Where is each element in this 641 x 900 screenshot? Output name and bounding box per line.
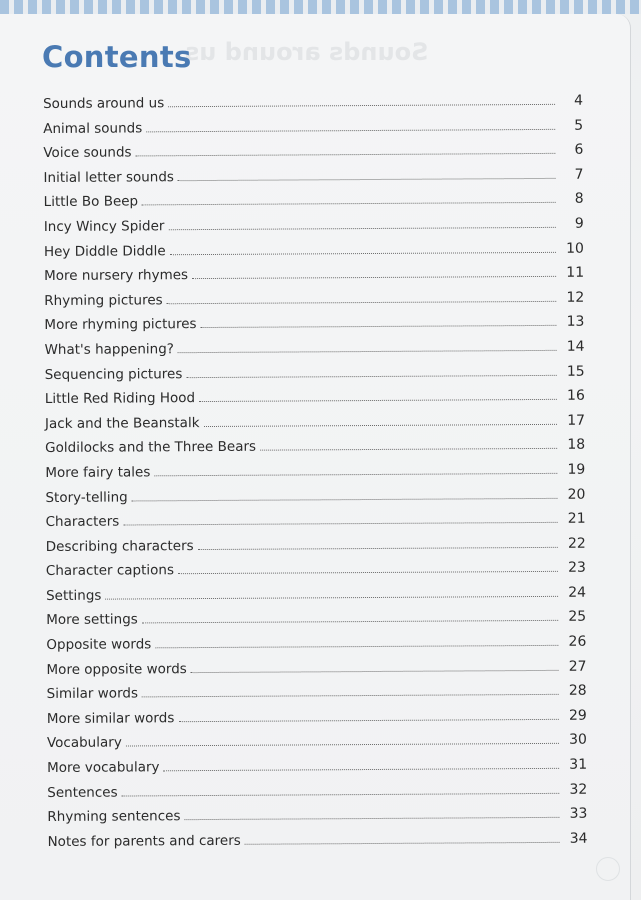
- toc-entry-page-number: 31: [569, 756, 588, 773]
- dotted-leader: [170, 251, 556, 254]
- toc-entry: [47, 781, 587, 809]
- toc-entry-title: Vocabulary: [46, 734, 122, 752]
- table-of-contents: [43, 93, 588, 859]
- toc-entry-title: Rhyming sentences: [47, 808, 181, 826]
- dotted-leader: [245, 842, 560, 845]
- dotted-leader: [178, 350, 557, 353]
- dotted-leader: [122, 792, 560, 796]
- show-through-heading: Sounds around us: [185, 38, 429, 66]
- toc-entry: [47, 806, 587, 834]
- toc-entry: [47, 708, 587, 736]
- dotted-leader: [146, 128, 555, 131]
- toc-entry-page-number: 25: [568, 609, 587, 626]
- toc-entry-page-number: 7: [574, 166, 584, 183]
- toc-entry-title: Jack and the Beanstalk: [44, 414, 200, 432]
- toc-entry-title: Opposite words: [46, 636, 152, 654]
- toc-entry-page-number: 27: [568, 658, 587, 675]
- toc-entry-title: Rhyming pictures: [44, 292, 163, 309]
- toc-entry: [44, 314, 584, 342]
- toc-entry-title: More nursery rhymes: [44, 267, 189, 285]
- toc-entry-title: More opposite words: [46, 660, 187, 678]
- toc-entry: [44, 240, 584, 268]
- dotted-leader: [155, 645, 558, 648]
- dotted-leader: [204, 424, 557, 427]
- toc-entry-page-number: 14: [566, 338, 585, 355]
- toc-entry: [43, 142, 583, 170]
- toc-entry-page-number: 22: [567, 535, 586, 552]
- toc-entry-page-number: 18: [567, 437, 586, 454]
- toc-entry-title: More fairy tales: [45, 464, 151, 481]
- toc-entry-page-number: 20: [567, 486, 586, 503]
- toc-entry-title: Characters: [45, 513, 120, 531]
- toc-entry: [47, 683, 587, 711]
- dotted-leader: [260, 448, 557, 451]
- toc-entry: [46, 609, 586, 637]
- toc-entry: [47, 732, 587, 760]
- dotted-leader: [198, 547, 558, 550]
- toc-entry-title: Little Bo Beep: [43, 193, 139, 211]
- toc-entry-page-number: 13: [566, 314, 585, 331]
- toc-entry-title: Incy Wincy Spider: [43, 218, 165, 235]
- toc-entry-page-number: 16: [566, 387, 585, 404]
- toc-entry-title: Little Red Riding Hood: [44, 390, 196, 408]
- toc-entry-page-number: 11: [566, 264, 585, 281]
- toc-entry-page-number: 30: [569, 732, 587, 749]
- toc-entry-page-number: 21: [567, 510, 586, 527]
- toc-entry-title: Hey Diddle Diddle: [43, 242, 166, 260]
- toc-entry: [45, 462, 585, 490]
- toc-entry-page-number: 8: [574, 191, 584, 208]
- dotted-leader: [168, 227, 555, 230]
- toc-entry-title: Similar words: [46, 685, 139, 703]
- toc-entry: [44, 265, 584, 293]
- dotted-leader: [132, 497, 558, 501]
- toc-entry: [46, 658, 586, 686]
- toc-entry-title: Animal sounds: [43, 119, 143, 137]
- dotted-leader: [126, 743, 559, 747]
- dotted-leader: [142, 620, 558, 624]
- toc-entry-page-number: 9: [574, 215, 584, 232]
- dotted-leader: [167, 301, 557, 304]
- toc-entry-title: Notes for parents and carers: [47, 832, 241, 850]
- dotted-leader: [142, 202, 556, 206]
- toc-entry: [45, 437, 585, 465]
- dotted-leader: [191, 670, 559, 673]
- toc-entry: [46, 511, 586, 539]
- dotted-leader: [192, 276, 556, 279]
- toc-entry: [48, 831, 588, 859]
- toc-entry-title: Voice sounds: [43, 144, 132, 162]
- toc-entry-page-number: 6: [574, 141, 584, 158]
- toc-entry-page-number: 15: [566, 363, 585, 380]
- toc-entry-page-number: 4: [574, 92, 584, 109]
- toc-entry: [46, 535, 586, 563]
- toc-entry-page-number: 33: [569, 805, 588, 823]
- dotted-leader: [178, 719, 558, 722]
- toc-entry-page-number: 24: [568, 584, 587, 601]
- dotted-leader: [105, 596, 558, 600]
- toc-entry: [43, 93, 583, 121]
- toc-entry-title: Describing characters: [45, 537, 194, 555]
- dotted-leader: [142, 694, 559, 698]
- toc-entry-page-number: 28: [568, 682, 587, 700]
- toc-entry: [44, 289, 584, 317]
- toc-entry: [45, 486, 585, 514]
- toc-entry: [46, 560, 586, 588]
- toc-entry-page-number: 12: [566, 289, 585, 306]
- dotted-leader: [154, 473, 557, 476]
- dotted-leader: [178, 178, 556, 181]
- dotted-leader: [136, 153, 556, 157]
- toc-entry: [46, 585, 586, 613]
- dotted-leader: [186, 374, 556, 377]
- toc-entry-title: More settings: [46, 611, 138, 629]
- toc-entry: [45, 388, 585, 416]
- toc-entry: [45, 363, 585, 391]
- toc-entry-title: Sounds around us: [43, 95, 165, 112]
- toc-entry-page-number: 23: [568, 559, 586, 577]
- toc-entry-title: More vocabulary: [47, 759, 160, 777]
- toc-entry-page-number: 10: [566, 240, 584, 257]
- toc-entry-page-number: 26: [568, 633, 587, 650]
- toc-entry: [45, 339, 585, 367]
- dotted-leader: [199, 399, 557, 402]
- toc-entry: [44, 191, 584, 219]
- toc-entry: [45, 412, 585, 440]
- toc-entry: [43, 166, 583, 194]
- toc-entry-page-number: 29: [568, 707, 587, 724]
- corner-badge-icon: [596, 857, 620, 881]
- dotted-leader: [201, 325, 557, 328]
- toc-entry: [46, 634, 586, 662]
- toc-entry-page-number: 34: [569, 830, 588, 847]
- toc-entry-title: Sequencing pictures: [44, 365, 183, 383]
- dotted-leader: [164, 768, 560, 771]
- page-title: Contents: [42, 40, 192, 74]
- dotted-leader: [168, 104, 555, 107]
- toc-entry-title: More similar words: [46, 710, 175, 727]
- toc-entry-title: Initial letter sounds: [43, 168, 174, 186]
- toc-entry-page-number: 5: [574, 117, 584, 134]
- dotted-leader: [184, 817, 559, 820]
- toc-entry-title: Story-telling: [45, 488, 128, 506]
- toc-entry: [44, 216, 584, 244]
- toc-entry-title: Goldilocks and the Three Bears: [45, 439, 257, 457]
- toc-entry-page-number: 19: [567, 461, 586, 478]
- toc-entry-title: Sentences: [47, 784, 118, 801]
- toc-entry-title: Settings: [46, 587, 102, 604]
- toc-entry-title: More rhyming pictures: [44, 316, 197, 334]
- toc-entry-page-number: 17: [567, 412, 586, 429]
- striped-top-border: [0, 0, 641, 14]
- dotted-leader: [178, 571, 558, 574]
- toc-entry-title: Character captions: [45, 562, 175, 580]
- toc-entry-title: What's happening?: [44, 341, 174, 358]
- dotted-leader: [123, 522, 557, 526]
- toc-entry-page-number: 32: [569, 781, 588, 798]
- toc-entry: [47, 757, 587, 785]
- toc-entry: [43, 117, 583, 145]
